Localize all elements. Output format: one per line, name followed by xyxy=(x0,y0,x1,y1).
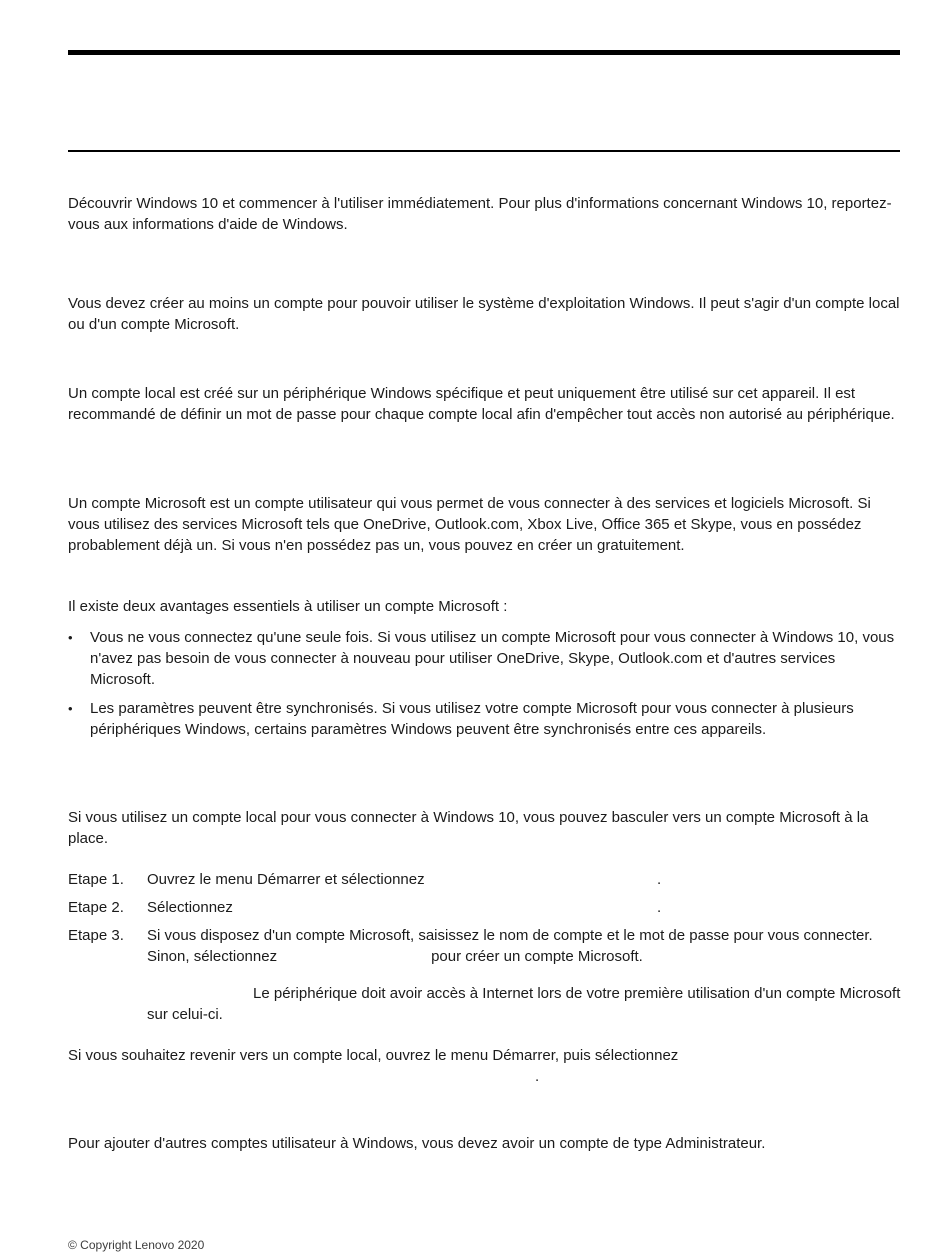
paragraph-account-intro: Vous devez créer au moins un compte pour pouvoir utiliser le système d'exploitation Windows. Il peut s'agir d'un compte local ou d'un compte Microsoft. xyxy=(68,295,900,333)
paragraph-local-account: Un compte local est créé sur un périphérique Windows spécifique et peut uniquement être utilisé sur cet appareil. Il est recommandé de définir un mot de passe pour chaque compte local afin d'empêcher tout accès non autorisé au périphérique. xyxy=(68,385,895,423)
bullet-marker-icon: • xyxy=(68,701,73,716)
bullet-item xyxy=(68,627,904,690)
step-text-tail: . xyxy=(657,871,662,888)
bullet-item xyxy=(68,698,904,740)
step-text-tail: pour créer un compte Microsoft. xyxy=(431,948,643,965)
chapter-top-rule xyxy=(68,50,900,55)
paragraph-intro: Découvrir Windows 10 et commencer à l'utiliser immédiatement. Pour plus d'informations concernant Windows 10, reportez-vous aux informations d'aide de Windows. xyxy=(68,195,892,233)
bullet-item-text: Vous ne vous connectez qu'une seule fois. Si vous utilisez un compte Microsoft pour vous connecter à Windows 10, vous n'avez pas besoin de vous connecter à nouveau pour utiliser OneDrive, Skype, Outlook.com et d'autres services Microsoft. xyxy=(90,629,895,688)
step-row-3 xyxy=(68,925,906,967)
step-text-lead: Sélectionnez xyxy=(147,899,233,916)
step-text xyxy=(147,897,906,918)
paragraph-benefits-lead: Il existe deux avantages essentiels à utiliser un compte Microsoft : xyxy=(68,598,508,615)
step-text-lead: Ouvrez le menu Démarrer et sélectionnez xyxy=(147,871,425,888)
paragraph-switch-account: Si vous utilisez un compte local pour vous connecter à Windows 10, vous pouvez basculer vers un compte Microsoft à la place. xyxy=(68,809,869,847)
bullet-item-text: Les paramètres peuvent être synchronisés. Si vous utilisez votre compte Microsoft pour vous connecter à plusieurs périphériques Windows, certains paramètres Windows peuvent être synchronisés entre ces appareils. xyxy=(90,700,854,738)
paragraph-microsoft-account: Un compte Microsoft est un compte utilisateur qui vous permet de vous connecter à des services et logiciels Microsoft. Si vous utilisez des services Microsoft tels que OneDrive, Outlook.com, Xbox Live, Office 365 et Skype, vous en possédez probablement déjà un. Si vous n'en possédez pas un, vous pouvez en créer un gratuitement. xyxy=(68,495,871,554)
step-row-2 xyxy=(68,897,906,918)
bullet-marker-icon: • xyxy=(68,630,73,645)
paragraph-revert-tail: . xyxy=(535,1068,540,1085)
step-label: Etape 1. xyxy=(68,871,124,888)
step-text xyxy=(147,869,906,890)
step-row-1 xyxy=(68,869,906,890)
paragraph-revert xyxy=(68,1045,904,1087)
chapter-bottom-rule xyxy=(68,150,900,152)
step-text-tail: . xyxy=(657,899,662,916)
copyright-notice: © Copyright Lenovo 2020 xyxy=(68,1238,205,1252)
step-label: Etape 3. xyxy=(68,927,124,944)
step-text-lead: Si vous disposez d'un compte Microsoft, saisissez le nom de compte et le mot de passe pour vous connecter. Sinon, sélectionnez xyxy=(147,927,873,965)
paragraph-note: Le périphérique doit avoir accès à Internet lors de votre première utilisation d'un compte Microsoft sur celui-ci. xyxy=(147,985,901,1023)
step-text xyxy=(147,925,906,967)
step-label: Etape 2. xyxy=(68,899,124,916)
paragraph-admin: Pour ajouter d'autres comptes utilisateur à Windows, vous devez avoir un compte de type Administrateur. xyxy=(68,1135,766,1152)
paragraph-revert-line: Si vous souhaitez revenir vers un compte local, ouvrez le menu Démarrer, puis sélectionnez xyxy=(68,1047,679,1064)
